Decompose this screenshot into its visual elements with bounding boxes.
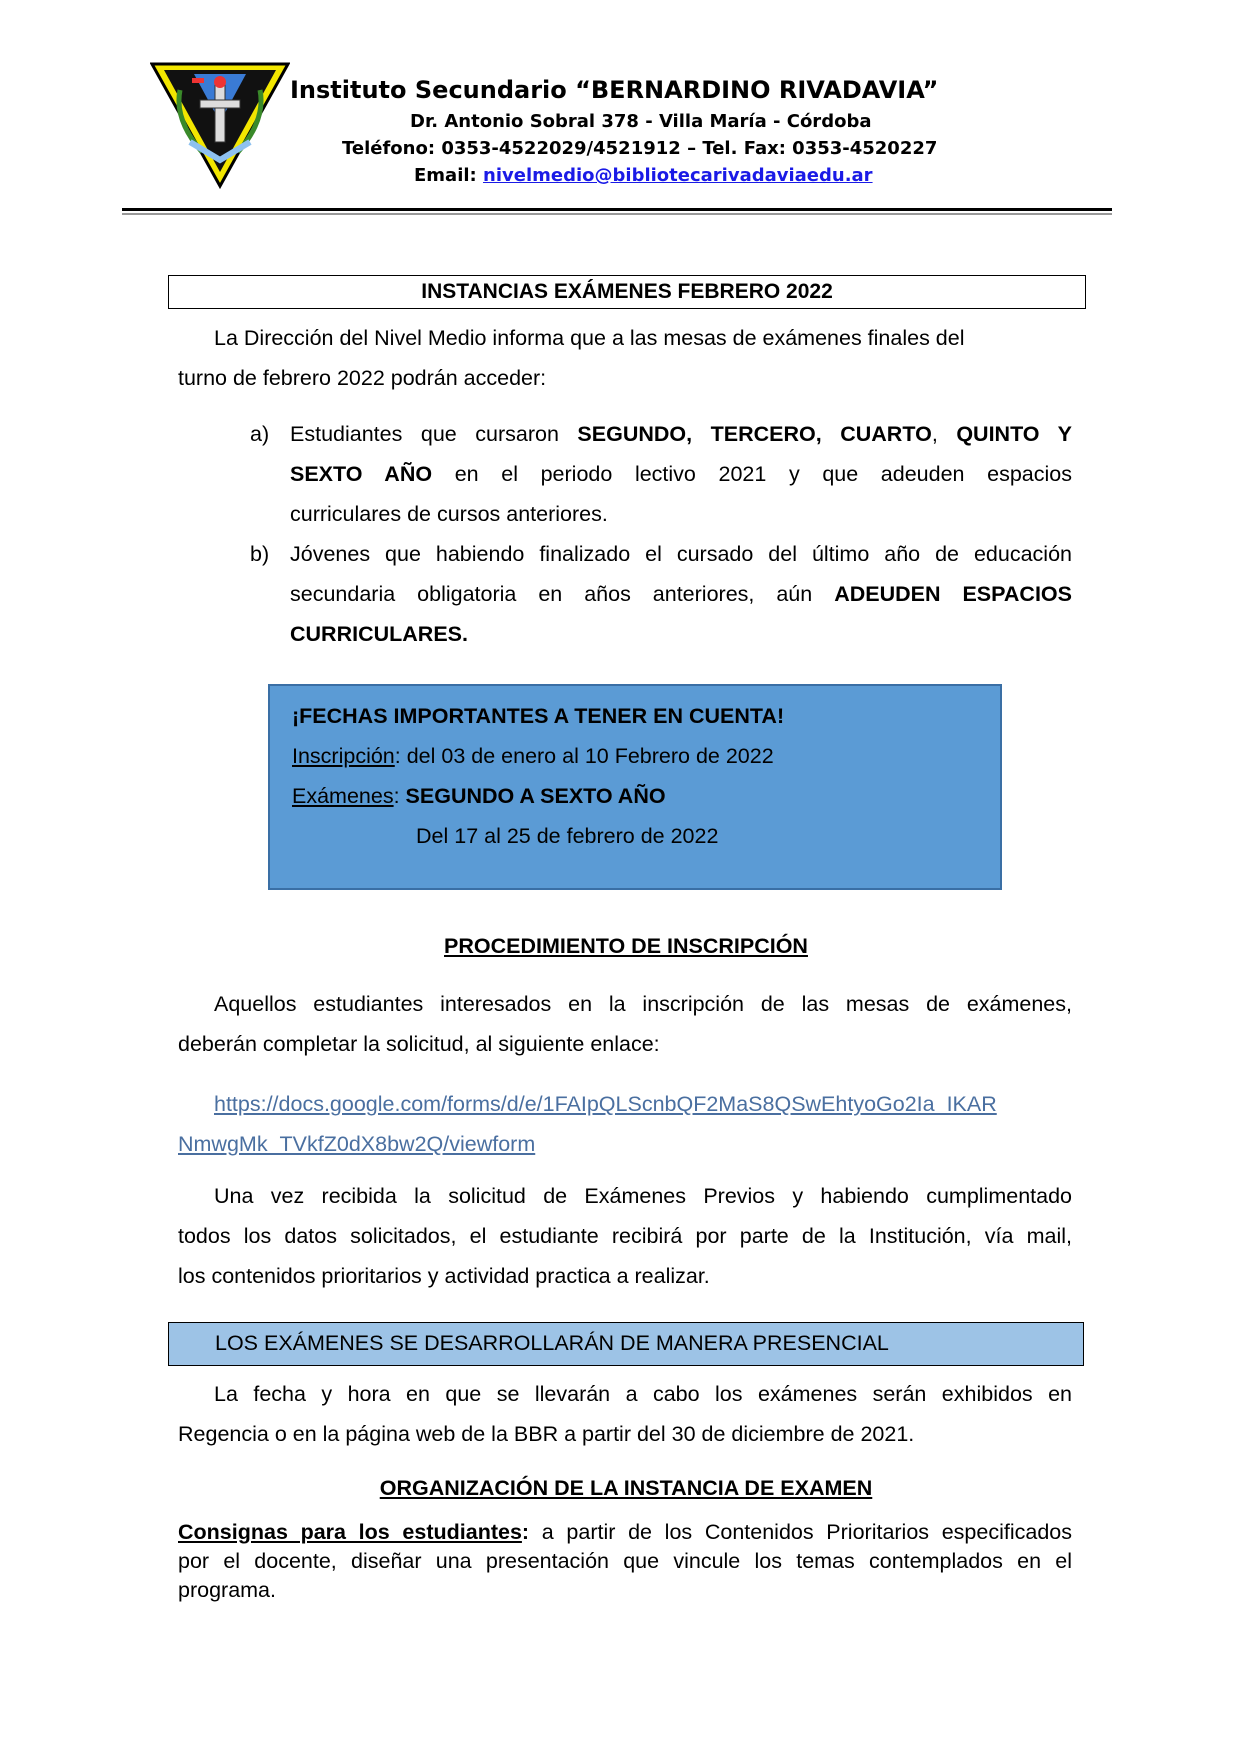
institute-phones: Teléfono: 0353-4522029/4521912 – Tel. Fax: 0353-4520227: [342, 138, 938, 159]
list-a-line-1: Estudiantes que cursaron SEGUNDO, TERCERO, CUARTO, QUINTO Y: [290, 422, 1072, 446]
google-form-link-line-2[interactable]: NmwgMk_TVkfZ0dX8bw2Q/viewform: [178, 1132, 536, 1156]
procedimiento-p2-line-2: todos los datos solicitados, el estudiante recibirá por parte de la Institución, vía mail,: [178, 1224, 1072, 1248]
organizacion-title: ORGANIZACIÓN DE LA INSTANCIA DE EXAMEN: [379, 1476, 873, 1500]
email-label: Email:: [414, 165, 477, 186]
examenes-line: Exámenes: SEGUNDO A SEXTO AÑO: [292, 784, 666, 808]
list-a-line-2: SEXTO AÑO en el periodo lectivo 2021 y que adeuden espacios: [290, 462, 1072, 486]
list-item-b: [250, 534, 1072, 654]
examenes-dates-line: Del 17 al 25 de febrero de 2022: [416, 824, 719, 848]
list-a-line-3: curriculares de cursos anteriores.: [290, 502, 608, 526]
procedimiento-p2-line-1: Una vez recibida la solicitud de Exámenes Previos y habiendo cumplimentado: [214, 1184, 1072, 1208]
institute-name: Instituto Secundario “BERNARDINO RIVADAVIA”: [290, 76, 939, 104]
intro-line-2: turno de febrero 2022 podrán acceder:: [178, 366, 547, 390]
procedimiento-p1-line-1: Aquellos estudiantes interesados en la inscripción de las mesas de exámenes,: [214, 992, 1072, 1016]
list-b-line-2: secundaria obligatoria en años anteriores, aún ADEUDEN ESPACIOS: [290, 582, 1072, 606]
list-b-line-1: Jóvenes que habiendo finalizado el cursado del último año de educación: [290, 542, 1072, 566]
header-divider: [122, 208, 1112, 211]
list-item-a: [250, 414, 1072, 534]
procedimiento-p2-line-3: los contenidos prioritarios y actividad practica a realizar.: [178, 1264, 710, 1288]
list-b-line-3: CURRICULARES.: [290, 622, 468, 646]
fecha-hora-line-1: La fecha y hora en que se llevarán a cabo los exámenes serán exhibidos en: [214, 1382, 1072, 1406]
header-divider-shadow: [122, 213, 1112, 215]
inscripcion-line: Inscripción: del 03 de enero al 10 Febrero de 2022: [292, 744, 774, 768]
consignas-line-3: programa.: [178, 1578, 276, 1602]
consignas-line-1: Consignas para los estudiantes: a partir de los Contenidos Prioritarios especificados: [178, 1520, 1072, 1544]
procedimiento-title: PROCEDIMIENTO DE INSCRIPCIÓN: [444, 934, 808, 958]
school-shield-logo: [150, 60, 290, 190]
intro-paragraph: [178, 318, 1072, 398]
fecha-hora-paragraph: [178, 1374, 1072, 1454]
document-title: INSTANCIAS EXÁMENES FEBRERO 2022: [168, 275, 1086, 309]
email-link[interactable]: nivelmedio@bibliotecarivadaviaedu.ar: [483, 165, 873, 186]
procedimiento-paragraph-2: [178, 1176, 1072, 1296]
institute-email-line: [414, 165, 873, 186]
consignas-line-2: por el docente, diseñar una presentación que vincule los temas contemplados en el: [178, 1549, 1072, 1573]
procedimiento-p1-line-2: deberán completar la solicitud, al siguiente enlace:: [178, 1032, 660, 1056]
important-dates-box: [268, 684, 1002, 890]
procedimiento-paragraph-1: [178, 984, 1072, 1064]
google-form-link-line-1[interactable]: https://docs.google.com/forms/d/e/1FAIpQLScnbQF2MaS8QSwEhtyoGo2Ia_IKAR: [214, 1092, 997, 1116]
list-label-a: a): [250, 422, 270, 446]
institute-address: Dr. Antonio Sobral 378 - Villa María - Córdoba: [410, 111, 872, 132]
list-label-b: b): [250, 542, 270, 566]
dates-box-title: ¡FECHAS IMPORTANTES A TENER EN CUENTA!: [292, 704, 785, 728]
fecha-hora-line-2: Regencia o en la página web de la BBR a partir del 30 de diciembre de 2021.: [178, 1422, 915, 1446]
presencial-notice-box: LOS EXÁMENES SE DESARROLLARÁN DE MANERA PRESENCIAL: [168, 1322, 1084, 1366]
intro-line-1: La Dirección del Nivel Medio informa que a las mesas de exámenes finales del: [214, 326, 965, 350]
consignas-paragraph: [178, 1518, 1072, 1605]
